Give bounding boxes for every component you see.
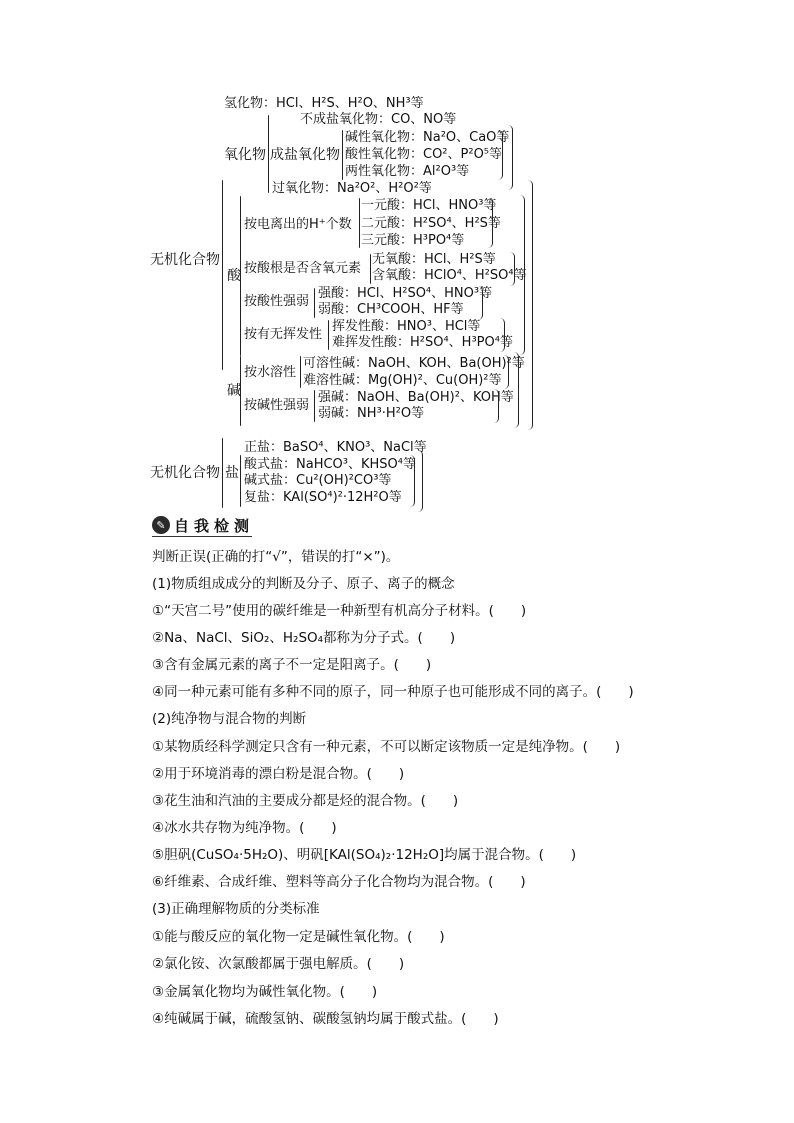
acid-right-brace: [520, 195, 525, 355]
salt-oxide-right-brace: [498, 130, 503, 180]
salt-root-brace: [222, 438, 223, 508]
salt-brace: [240, 455, 241, 507]
base-brace: [240, 356, 241, 426]
by-acid-strength-label: 按酸性强弱: [244, 294, 310, 309]
oxide-brace: [268, 115, 269, 193]
question-line: ⑤胆矾(CuSO₄·5H₂O)、明矾[KAl(SO₄)₂·12H₂O]均属于混合物。( ): [152, 847, 577, 863]
volatility-right-brace: [500, 318, 505, 352]
non-salt-oxide: 不成盐氧化物：CO、NO等: [300, 112, 457, 127]
salt-oxide-label: 成盐氧化物: [270, 147, 340, 163]
question-line: ②氯化铵、次氯酸都属于强电解质。( ): [152, 956, 405, 972]
question-line: ④冰水共存物为纯净物。( ): [152, 820, 337, 836]
question-line: ①某物质经科学测定只含有一种元素，不可以断定该物质一定是纯净物。( ): [152, 739, 621, 755]
question-line: ④纯碱属于碱，硫酸氢钠、碳酸氢钠均属于酸式盐。( ): [152, 1011, 499, 1027]
base-right-brace: [514, 352, 519, 428]
oxide-right-brace: [508, 125, 513, 190]
question-line: ③花生油和汽油的主要成分都是烃的混合物。( ): [152, 793, 459, 809]
nonvolatile-acid: 难挥发性酸：H²SO⁴、H³PO⁴等: [332, 335, 513, 350]
salt-right-brace: [410, 455, 415, 507]
question-line: ①能与酸反应的氧化物一定是碱性氧化物。( ): [152, 929, 445, 945]
basic-oxide: 碱性氧化物：Na²O、CaO等: [345, 130, 510, 145]
base-strength-right-brace: [494, 389, 499, 423]
triacid: 三元酸：H³PO⁴等: [361, 233, 465, 248]
acid-salt: 酸式盐：NaHCO³、KHSO⁴等: [244, 457, 416, 472]
salt-root-right-brace: [418, 450, 423, 512]
soluble-base: 可溶性碱：NaOH、KOH、Ba(OH)²等: [303, 356, 525, 371]
by-h-count-label: 按电离出的H⁺个数: [244, 217, 352, 232]
volatility-brace: [328, 320, 329, 350]
tree-root-inorganic: 无机化合物: [150, 252, 220, 268]
by-oxygen-label: 按酸根是否含氧元素: [244, 261, 362, 276]
oxygen-right-brace: [510, 252, 515, 286]
strong-base: 强碱：NaOH、Ba(OH)²、KOH等: [318, 390, 514, 405]
question-line: ②Na、NaCl、SiO₂、H₂SO₄都称为分子式。( ): [152, 630, 456, 646]
weak-acid: 弱酸：CH³COOH、HF等: [318, 302, 464, 317]
strong-acid: 强酸：HCl、H²SO⁴、HNO³等: [318, 286, 493, 301]
self-check-heading: [152, 515, 260, 535]
base-label: 碱: [227, 383, 241, 399]
amphoteric-oxide: 两性氧化物：Al²O³等: [345, 164, 470, 179]
root-left-brace: [222, 180, 223, 370]
weak-base: 弱碱：NH³·H²O等: [318, 406, 425, 421]
acid-strength-brace: [314, 288, 315, 318]
volatile-acid: 挥发性酸：HNO³、HCl等: [332, 319, 481, 334]
acid-brace: [240, 196, 241, 356]
root-right-brace: [528, 180, 533, 430]
salt-label: 盐: [225, 465, 239, 481]
question-line: ⑥纤维素、合成纤维、塑料等高分子化合物均为混合物。( ): [152, 874, 526, 890]
solubility-right-brace: [504, 355, 509, 389]
hydride-line: 氢化物：HCl、H²S、H²O、NH³等: [224, 96, 424, 111]
question-line: (1)物质组成成分的判断及分子、原子、离子的概念: [152, 576, 455, 592]
self-check-title: 自我检测: [174, 516, 255, 535]
question-line: ①“天宫二号”使用的碳纤维是一种新型有机高分子材料。( ): [152, 603, 527, 619]
question-line: ②用于环境消毒的漂白粉是混合物。( ): [152, 766, 405, 782]
question-line: ④同一种元素可能有多种不同的原子，同一种原子也可能形成不同的离子。( ): [152, 684, 634, 700]
question-line: (2)纯净物与混合物的判断: [152, 711, 307, 727]
diacid: 二元酸：H²SO⁴、H²S等: [361, 216, 501, 231]
acid-strength-right-brace: [478, 286, 483, 320]
h-count-brace: [359, 198, 360, 248]
by-volatility-label: 按有无挥发性: [244, 327, 323, 342]
tree-root-inorganic-2: 无机化合物: [150, 465, 220, 481]
question-line: ③含有金属元素的离子不一定是阳离子。( ): [152, 657, 432, 673]
double-salt: 复盐：KAl(SO⁴)²·12H²O等: [244, 490, 402, 505]
base-strength-brace: [314, 390, 315, 422]
oxygen-free-acid: 无氧酸：HCl、H²S等: [372, 252, 496, 267]
acid-label: 酸: [227, 268, 241, 284]
instruction-text: 判断正误(正确的打“√”，错误的打“×”)。: [152, 549, 400, 565]
monoacid: 一元酸：HCl、HNO³等: [361, 198, 497, 213]
acidic-oxide: 酸性氧化物：CO²、P²O⁵等: [345, 147, 503, 162]
oxyacid: 含氧酸：HClO⁴、H²SO⁴等: [372, 268, 527, 283]
oxygen-brace: [370, 254, 371, 284]
basic-salt: 碱式盐：Cu²(OH)²CO³等: [244, 473, 392, 488]
peroxide: 过氧化物：Na²O²、H²O²等: [272, 181, 432, 196]
question-line: (3)正确理解物质的分类标准: [152, 901, 320, 917]
solubility-brace: [300, 356, 301, 388]
pencil-icon: ✎: [152, 516, 170, 534]
heading-divider: [152, 536, 252, 537]
h-count-right-brace: [488, 198, 493, 248]
question-line: ③金属氧化物均为碱性氧化物。( ): [152, 984, 378, 1000]
insoluble-base: 难溶性碱：Mg(OH)²、Cu(OH)²等: [303, 373, 502, 388]
oxide-label: 氧化物: [224, 147, 266, 163]
by-base-strength-label: 按碱性强弱: [244, 398, 310, 413]
by-solubility-label: 按水溶性: [244, 365, 297, 380]
normal-salt: 正盐：BaSO⁴、KNO³、NaCl等: [244, 440, 427, 455]
salt-oxide-brace: [342, 130, 343, 180]
